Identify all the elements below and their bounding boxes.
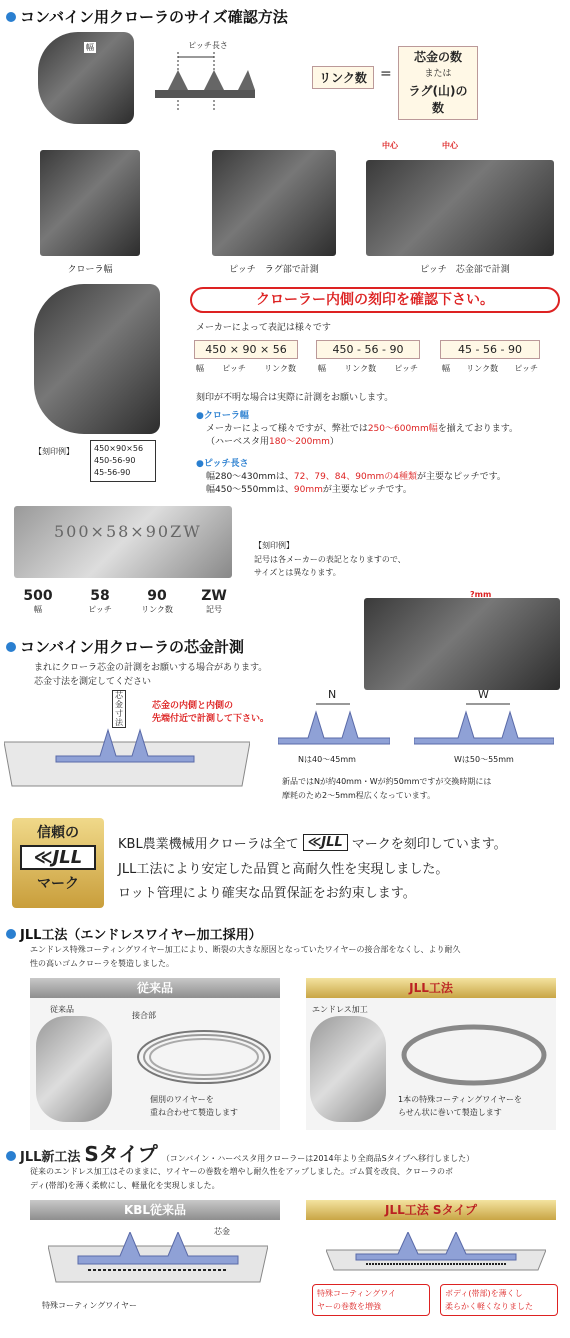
core-dim-label: 芯金寸法	[112, 690, 126, 728]
format-1-code: 450 × 90 × 56	[194, 340, 298, 359]
bullet-icon	[6, 929, 16, 939]
stamp-example-1: 450×90×56	[94, 444, 144, 453]
joint-label: 接合部	[132, 1011, 156, 1020]
s-type-callout-wire: 特殊コーティングワイ ヤーの巻数を増強	[312, 1284, 430, 1316]
w-range: Wは50～55mm	[454, 755, 514, 764]
format-3-label-2: リンク数	[466, 364, 499, 373]
format-2-label-3: ピッチ	[394, 364, 418, 373]
jll-wire-loop	[396, 1020, 552, 1090]
center-label-2: 中心	[442, 141, 458, 150]
stamp-note-text-2: サイズとは異なります。	[254, 568, 341, 577]
core-measure-photo	[364, 598, 560, 690]
badge-jll-mark: ≪JLL	[20, 845, 96, 870]
n-diagram	[278, 700, 390, 746]
core-red-note-2: 先端付近で計測して下さい。	[152, 714, 270, 724]
jll-desc-1: エンドレス特殊コーティングワイヤー加工により、断裂の大きな原因となっていたワイヤーの接合部をなくし、より耐久	[30, 945, 461, 954]
format-3-code: 45 - 56 - 90	[440, 340, 540, 359]
old-product-label: 従来品	[50, 1005, 74, 1014]
n-range: Nは40～45mm	[298, 755, 356, 764]
stamp-value-symbol: ZW 記号	[201, 588, 227, 614]
old-wire-loops	[132, 1024, 276, 1090]
format-3-label-3: ピッチ	[514, 364, 538, 373]
old-wire-image	[36, 1016, 112, 1122]
width-label: 幅	[86, 43, 94, 52]
core-cross-section	[4, 726, 250, 792]
stamp-note-title: 【刻印例】	[254, 541, 294, 550]
pitch-text-2: 幅450～550mmは、90mmが主要なピッチです。	[206, 485, 412, 495]
s-type-desc-2: ディ(帯部)を薄く柔軟にし、軽量化を実現しました。	[30, 1181, 220, 1190]
stamp-value-links: 90 リンク数	[141, 588, 173, 614]
pitch-core-photo	[366, 160, 554, 256]
section5-title: JLL工法（エンドレスワイヤー加工採用）	[6, 924, 262, 943]
width-photo	[40, 150, 140, 256]
s-type-cross-section	[326, 1232, 546, 1276]
stamp-closeup-photo	[14, 506, 232, 578]
core-count-line1: 芯金の数	[413, 50, 462, 64]
width-text-1: メーカーによって様々ですが、弊社では250～600mm幅を揃えております。	[206, 424, 519, 434]
core-label: 芯金	[214, 1227, 230, 1236]
stamp-value-pitch: 58 ピッチ	[88, 588, 112, 614]
old-method-banner: 従来品	[30, 978, 280, 998]
old-caption-2: 重ね合わせて製造します	[150, 1108, 238, 1117]
stamp-example-label: 【刻印例】	[34, 447, 74, 456]
jll-badge	[12, 818, 104, 908]
core-intro-1: まれにクローラ芯金の計測をお願いする場合があります。	[34, 663, 268, 673]
format-2-label-1: 幅	[318, 364, 326, 373]
format-1-label-1: 幅	[196, 364, 204, 373]
format-3-label-1: 幅	[442, 364, 450, 373]
stamp-closeup-text: 500×58×90ZW	[54, 522, 202, 541]
core-count-box	[398, 46, 478, 120]
jll-desc-2: 性の高いゴムクローラを製造しました。	[30, 959, 174, 968]
pitch-title: ●ピッチ長さ	[196, 459, 249, 469]
section3-title: コンバイン用クローラの芯金計測	[6, 636, 244, 657]
wire-label: 特殊コーティングワイヤー	[42, 1301, 137, 1310]
core-intro-2: 芯金寸法を測定してください	[34, 677, 152, 687]
wear-note-2: 摩耗のため2～5mm程広くなっています。	[282, 791, 436, 800]
jll-caption-2: らせん状に巻いて製造します	[398, 1108, 502, 1117]
check-stamp-banner: クローラー内側の刻印を確認下さい。	[190, 287, 560, 313]
kbl-old-banner: KBL従来品	[30, 1200, 280, 1220]
s-type-callout-body: ボディ(帯部)を薄くし 柔らかく軽くなりました	[440, 1284, 558, 1316]
bullet-icon	[6, 642, 16, 652]
maker-note: メーカーによって表記は様々です	[196, 323, 331, 333]
measure-mark: ?mm	[470, 590, 492, 599]
format-1-label-3: リンク数	[264, 364, 296, 373]
center-label-1: 中心	[382, 141, 398, 150]
width-photo-caption: クローラ幅	[67, 265, 113, 275]
s-type-banner: JLL工法 Sタイプ	[306, 1200, 556, 1220]
jll-wire-image	[310, 1016, 386, 1122]
link-count-box: リンク数	[312, 66, 374, 89]
wear-note-1: 新品ではNが約40mm・Wが約50mmですが交換時期には	[282, 777, 492, 786]
format-2-code: 450 - 56 - 90	[316, 340, 420, 359]
inner-stamp-photo	[34, 284, 160, 434]
w-label: W	[478, 688, 489, 701]
endless-label: エンドレス加工	[312, 1005, 368, 1014]
format-1	[194, 340, 298, 374]
bullet-icon	[6, 1151, 16, 1161]
unclear-note: 刻印が不明な場合は実際に計測をお願いします。	[196, 393, 394, 403]
core-count-line3: ラグ(山)の数	[408, 84, 468, 115]
jll-line-3: ロット管理により確実な品質保証をお約束します。	[118, 886, 416, 901]
badge-bottom: マーク	[37, 876, 79, 892]
stamp-example-box	[90, 440, 156, 482]
format-1-label-2: ピッチ	[222, 364, 246, 373]
pitch-text-1: 幅280～430mmは、72、79、84、90mmの4種類が主要なピッチです。	[206, 472, 506, 482]
jll-line-1: KBL農業機械用クローラは全て ≪JLL マークを刻印しています。	[118, 835, 507, 852]
format-3	[440, 340, 540, 374]
pitch-diagram	[150, 52, 260, 112]
badge-top: 信頼の	[37, 825, 79, 841]
w-diagram	[414, 700, 554, 746]
pitch-lug-photo	[212, 150, 336, 256]
pitch-label: ピッチ長さ	[188, 41, 228, 50]
stamp-value-width: 500 幅	[23, 588, 53, 614]
format-2	[316, 340, 420, 374]
width-text-2: （ハーベスタ用180～200mm）	[206, 437, 339, 447]
stamp-example-3: 45-56-90	[94, 468, 131, 477]
format-2-label-2: リンク数	[344, 364, 377, 373]
core-red-note-1: 芯金の内側と内側の	[152, 701, 234, 711]
old-caption-1: 個別のワイヤーを	[150, 1095, 214, 1104]
pitch-lug-caption: ピッチ ラグ部で計測	[229, 265, 319, 275]
section1-title: コンバイン用クローラのサイズ確認方法	[6, 6, 288, 27]
kbl-old-cross-section	[48, 1232, 268, 1286]
n-label: N	[328, 688, 337, 701]
jll-line-2: JLL工法により安定した品質と高耐久性を実現しました。	[118, 862, 449, 877]
jll-method-banner: JLL工法	[306, 978, 556, 998]
stamp-note-text-1: 記号は各メーカーの表記となりますので、	[254, 555, 406, 564]
s-type-desc-1: 従来のエンドレス加工はそのままに、ワイヤーの巻数を増やし耐久性をアップしました。ゴム質を改良、クローラのボ	[30, 1167, 453, 1176]
pitch-core-caption: ピッチ 芯金部で計測	[420, 265, 510, 275]
stamp-example-2: 450-56-90	[94, 456, 136, 465]
bullet-icon	[6, 12, 16, 22]
inline-jll-mark: ≪JLL	[303, 834, 348, 851]
jll-caption-1: 1本の特殊コーティングワイヤーを	[398, 1095, 523, 1104]
core-count-line2: または	[424, 69, 452, 79]
section6-title: JLL新工法 Sタイプ （コンバイン・ハーベスタ用クローラーは2014年より全商品Sタイプへ移行しました）	[6, 1138, 474, 1167]
width-title: ●クローラ幅	[196, 411, 249, 421]
equals-sign: =	[380, 66, 392, 82]
